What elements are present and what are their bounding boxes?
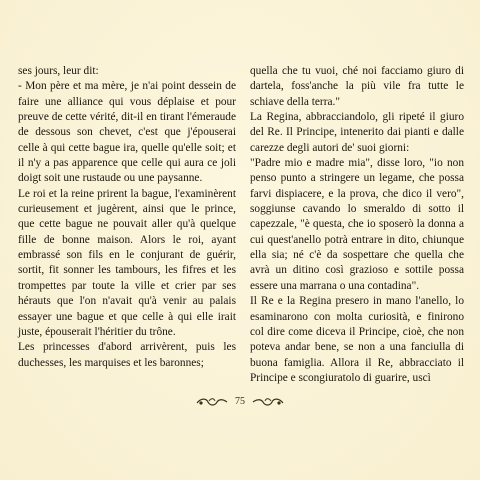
paragraph: La Regina, abbracciandolo, gli ripeté il giuro del Re. Il Principe, intenerito dai pianti e dalle carezze degli autori de' suoi giorni: xyxy=(250,111,464,154)
paragraph: ses jours, leur dit: xyxy=(18,65,99,77)
french-text-column xyxy=(18,64,236,371)
left-flourish-icon xyxy=(195,397,229,407)
page-number: 75 xyxy=(235,396,245,407)
paragraph: Il Re e la Regina presero in mano l'anello, lo esaminarono con molta curiosità, e finirono col dire come diceva il Principe, cioè, che non poteva andar bene, se non a una fanciulla di buona famiglia. Allora il Re, abbracciato il Principe e scongiuratolo di guarire, uscì xyxy=(250,295,464,384)
right-flourish-icon xyxy=(251,397,285,407)
paragraph: Les princesses d'abord arrivèrent, puis les duchesses, les marquises et les baronnes; xyxy=(18,341,236,369)
paragraph: "Padre mio e madre mia", disse loro, "io non penso punto a stringere un legame, che possa farvi dispiacere, e la prova, che dico il vero", soggiunse cavando lo smeraldo di sotto il capezzale, "è questa, che io sposerò la donna a cui quest'anello potrà entrare in dito, chiunque ella sia; né c'è da sospettare che quella che avrà un ditino così grazioso e sottile possa essere una marrana o una contadina". xyxy=(250,157,464,292)
italian-text-column xyxy=(250,64,464,386)
paragraph: - Mon père et ma mère, je n'ai point dessein de faire une alliance qui vous déplaise et pour preuve de cette vérité, dit-il en tirant l'émeraude de dessous son chevet, c'est que j'épouserai celle à qui cette bague ira, quelle qu'elle soit; et il n'y a pas apparence que celle qui aura ce joli doigt soit une rustaude ou une paysanne. xyxy=(18,80,236,185)
paragraph: quella che tu vuoi, ché noi facciamo giuro di dartela, foss'anche la più vile fra tutte le schiave della terra." xyxy=(250,65,464,108)
paragraph: Le roi et la reine prirent la bague, l'examinèrent curieusement et jugèrent, ainsi que le prince, que cette bague ne pouvait aller qu'à quelque fille de bonne maison. Alors le roi, ayant embrassé son fils en le conjurant de guérir, sortit, fit sonner les tambours, les fifres et les trompettes par toute la ville et crier par ses hérauts que l'on n'avait qu'à venir au palais essayer une bague et que celle à qui elle irait juste, épouserait l'héritier du trône. xyxy=(18,187,236,338)
page-footer xyxy=(0,396,480,407)
